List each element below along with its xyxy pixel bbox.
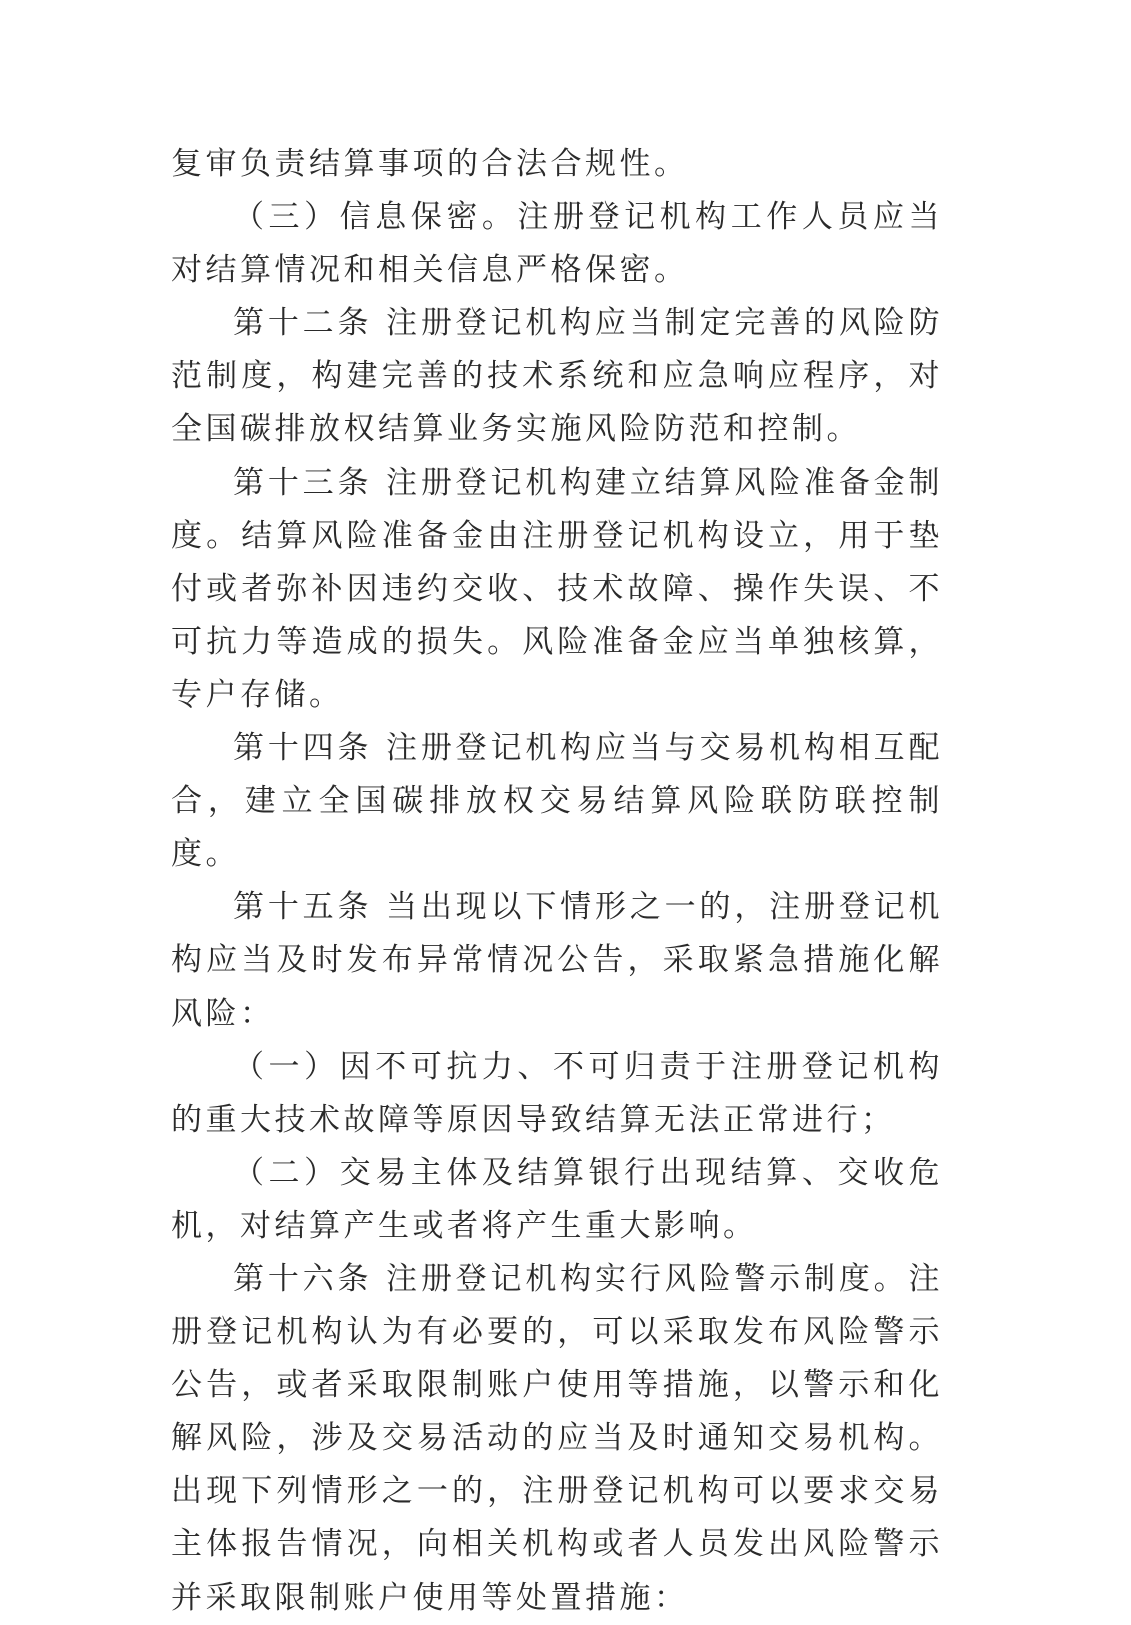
paragraph-article-15-item-1: （一）因不可抗力、不可归责于注册登记机构的重大技术故障等原因导致结算无法正常进行； — [171, 1048, 943, 1138]
paragraph-article-15: 第十五条 当出现以下情形之一的，注册登记机构应当及时发布异常情况公告，采取紧急措施化解风险： — [171, 889, 943, 1032]
paragraph-article-14: 第十四条 注册登记机构应当与交易机构相互配合，建立全国碳排放权交易结算风险联防联控制度。 — [171, 730, 943, 873]
paragraph-confidentiality: （三）信息保密。注册登记机构工作人员应当对结算情况和相关信息严格保密。 — [171, 199, 943, 289]
paragraph-article-13: 第十三条 注册登记机构建立结算风险准备金制度。结算风险准备金由注册登记机构设立，用于垫付或者弥补因违约交收、技术故障、操作失误、不可抗力等造成的损失。风险准备金应当单独核算，专户存储。 — [171, 464, 943, 713]
paragraph-article-15-item-2: （二）交易主体及结算银行出现结算、交收危机，对结算产生或者将产生重大影响。 — [171, 1154, 943, 1244]
paragraph-article-12: 第十二条 注册登记机构应当制定完善的风险防范制度，构建完善的技术系统和应急响应程序，对全国碳排放权结算业务实施风险防范和控制。 — [171, 305, 943, 448]
document-body — [171, 138, 943, 1625]
paragraph-article-16: 第十六条 注册登记机构实行风险警示制度。注册登记机构认为有必要的，可以采取发布风险警示公告，或者采取限制账户使用等措施，以警示和化解风险，涉及交易活动的应当及时通知交易机构。出现下列情形之一的，注册登记机构可以要求交易主体报告情况，向相关机构或者人员发出风险警示并采取限制账户使用等处置措施： — [171, 1260, 943, 1616]
paragraph-review-continuation: 复审负责结算事项的合法合规性。 — [171, 146, 689, 182]
